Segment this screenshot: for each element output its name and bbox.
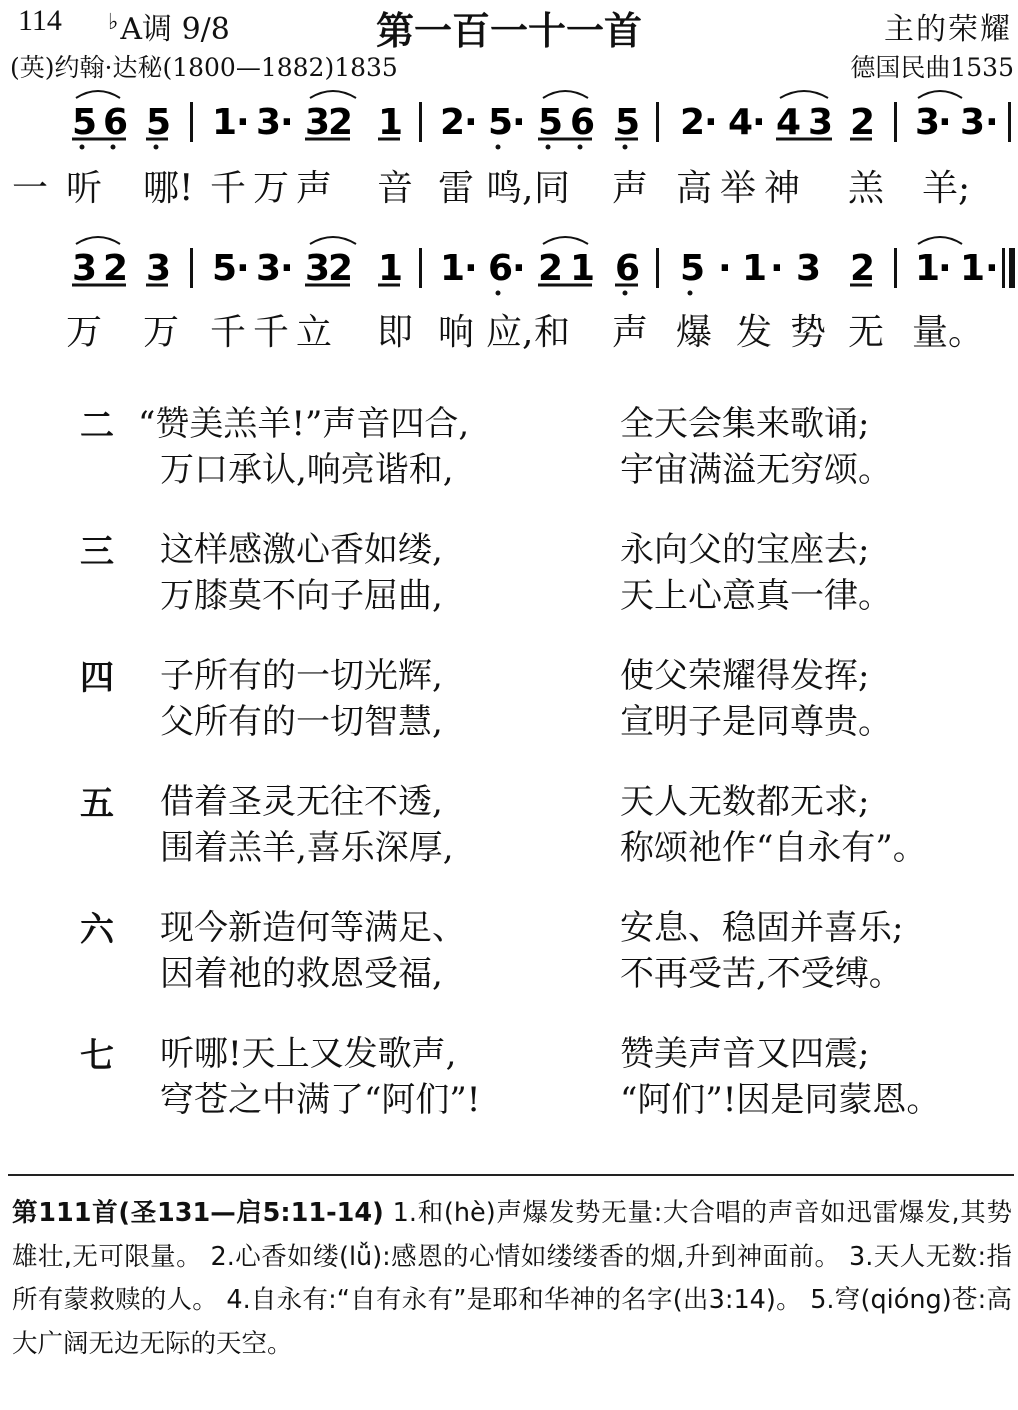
score-line-2 <box>0 230 1018 300</box>
svg-text:2: 2 <box>850 248 876 289</box>
svg-text:6: 6 <box>615 248 641 289</box>
svg-text:1: 1 <box>742 248 768 289</box>
svg-text:3: 3 <box>72 248 98 289</box>
svg-text:3: 3 <box>808 102 834 143</box>
lyric-syllable: 听 <box>66 168 103 209</box>
verse-line-right: 天人无数都无求; <box>620 782 870 822</box>
footnote-heading: 第111首(圣131—启5:11-14) <box>12 1198 384 1228</box>
verse-number: 六 <box>80 910 114 950</box>
svg-text:·: · <box>236 102 250 143</box>
svg-text:3: 3 <box>960 102 986 143</box>
hymn-subtitle: 主的荣耀 <box>884 12 1012 47</box>
verse-line-right: 安息、稳固并喜乐; <box>620 908 904 948</box>
verse-number: 二 <box>80 406 114 446</box>
svg-text:5: 5 <box>488 102 514 143</box>
svg-text:5: 5 <box>538 102 564 143</box>
lyric-syllable: 羊; <box>922 168 971 209</box>
svg-text:5: 5 <box>212 248 238 289</box>
verse-line-right: 宣明子是同尊贵。 <box>620 702 892 742</box>
svg-text:·: · <box>985 248 999 289</box>
lyrics-line-2 <box>0 304 1018 353</box>
svg-text:·: · <box>280 248 294 289</box>
svg-text:·: · <box>718 248 732 289</box>
svg-text:2: 2 <box>680 102 706 143</box>
svg-text:6: 6 <box>488 248 514 289</box>
score-line-1 <box>0 84 1018 154</box>
lyric-syllable: 同 <box>534 168 571 209</box>
svg-text:1: 1 <box>378 102 404 143</box>
svg-text:2: 2 <box>103 248 129 289</box>
lyric-syllable: 爆 <box>676 312 713 353</box>
svg-text:4: 4 <box>728 102 754 143</box>
verse-line-left: 穹苍之中满了“阿们”! <box>160 1080 481 1120</box>
hymn-author: (英)约翰·达秘(1800—1882)1835 <box>10 53 398 82</box>
svg-text:5: 5 <box>680 248 706 289</box>
verse-number: 三 <box>80 532 114 572</box>
hymn-tune: 德国民曲1535 <box>850 53 1014 82</box>
verse-line-left: 围着羔羊,喜乐深厚, <box>160 828 454 868</box>
lyric-syllable: 千 <box>253 312 290 353</box>
lyric-syllable: 鸣, <box>486 168 534 209</box>
lyric-syllable: 势 <box>790 312 827 353</box>
verse-line-right: 称颂祂作“自永有”。 <box>620 828 927 868</box>
lyric-syllable: 音 <box>377 168 414 209</box>
verse-number: 五 <box>80 784 114 824</box>
footnote-text: 1.和(hè)声爆发势无量:大合唱的声音如迅雷爆发,其势雄壮,无可限量。 2.心香如缕(lǚ):感恩的心情如缕缕香的烟,升到神面前。 3.天人无数:指所有蒙救赎的人。 4.自永有:“自有永有”是耶和华神的名字(出3:14)。 5.穹(qióng)苍:高大广阔无边无际的天空。 <box>12 1198 1012 1359</box>
verse-line-right: 不再受苦,不受缚。 <box>620 954 903 994</box>
lyric-syllable: 和 <box>534 312 571 353</box>
svg-text:2: 2 <box>328 248 354 289</box>
lyric-syllable: 举 <box>720 168 757 209</box>
svg-text:·: · <box>280 102 294 143</box>
svg-text:1: 1 <box>960 248 986 289</box>
svg-text:6: 6 <box>570 102 596 143</box>
verse-line-left: 万膝莫不向子屈曲, <box>160 576 443 616</box>
verse-line-left: 因着祂的救恩受福, <box>160 954 443 994</box>
lyric-syllable: 千 <box>210 168 247 209</box>
verse-line-right: 赞美声音又四震; <box>620 1034 870 1074</box>
key-time-text: A调 9/8 <box>120 12 230 47</box>
svg-text:3: 3 <box>796 248 822 289</box>
svg-text:3: 3 <box>305 248 331 289</box>
svg-text:6: 6 <box>103 102 129 143</box>
verse-line-right: 宇宙满溢无穷颂。 <box>620 450 892 490</box>
svg-text:4: 4 <box>776 102 802 143</box>
svg-text:·: · <box>236 248 250 289</box>
flat-sign: ♭ <box>108 10 119 35</box>
verse-line-left: 子所有的一切光辉, <box>160 656 443 696</box>
svg-text:·: · <box>464 248 478 289</box>
svg-text:5: 5 <box>146 102 172 143</box>
lyric-syllable: 高 <box>676 168 713 209</box>
lyric-syllable: 应, <box>486 312 534 353</box>
svg-text:3: 3 <box>305 102 331 143</box>
svg-text:·: · <box>704 102 718 143</box>
svg-text:·: · <box>752 102 766 143</box>
svg-text:2: 2 <box>328 102 354 143</box>
verse-line-left: “赞美羔羊!”声音四合, <box>138 404 470 444</box>
footnote <box>12 1192 1012 1366</box>
lyric-syllable: 声 <box>612 312 649 353</box>
verse-line-right: 永向父的宝座去; <box>620 530 870 570</box>
lyric-syllable: 即 <box>377 312 414 353</box>
verse-line-right: 全天会集来歌诵; <box>620 404 870 444</box>
verse-line-left: 这样感激心香如缕, <box>160 530 443 570</box>
lyric-syllable: 立 <box>296 312 333 353</box>
svg-text:·: · <box>770 248 784 289</box>
hymn-number: 114 <box>18 4 62 37</box>
svg-text:1: 1 <box>378 248 404 289</box>
verse-number: 四 <box>80 658 114 698</box>
lyrics-line-1 <box>0 160 1018 209</box>
svg-text:3: 3 <box>146 248 172 289</box>
svg-text:5: 5 <box>615 102 641 143</box>
lyric-syllable: 声 <box>612 168 649 209</box>
svg-text:5: 5 <box>72 102 98 143</box>
verse-line-right: 天上心意真一律。 <box>620 576 892 616</box>
verse-line-right: 使父荣耀得发挥; <box>620 656 870 696</box>
svg-text:·: · <box>985 102 999 143</box>
verse-line-left: 听哪!天上又发歌声, <box>160 1034 457 1074</box>
lyric-syllable: 声 <box>296 168 333 209</box>
lyric-syllable: 响 <box>438 312 475 353</box>
verse-line-left: 万口承认,响亮谐和, <box>160 450 454 490</box>
svg-text:1: 1 <box>212 102 238 143</box>
verse-line-right: “阿们”!因是同蒙恩。 <box>620 1080 941 1120</box>
svg-text:·: · <box>512 248 526 289</box>
svg-text:·: · <box>464 102 478 143</box>
svg-text:·: · <box>938 248 952 289</box>
verse-line-left: 借着圣灵无往不透, <box>160 782 443 822</box>
lyric-syllable: 哪! <box>143 168 194 209</box>
lyric-syllable: 雷 <box>438 168 475 209</box>
lyric-syllable: 羔 <box>848 168 885 209</box>
lyric-syllable: 万 <box>143 312 180 353</box>
divider <box>8 1174 1014 1176</box>
svg-text:1: 1 <box>915 248 941 289</box>
verse-line-left: 现今新造何等满足、 <box>160 908 466 948</box>
svg-text:2: 2 <box>538 248 564 289</box>
svg-text:·: · <box>512 102 526 143</box>
svg-text:3: 3 <box>256 102 282 143</box>
lyric-syllable: 发 <box>736 312 773 353</box>
lyric-syllable: 千 <box>210 312 247 353</box>
lyric-syllable: 万 <box>66 312 103 353</box>
svg-text:3: 3 <box>915 102 941 143</box>
lyric-syllable: 一 <box>12 168 49 209</box>
svg-text:1: 1 <box>440 248 466 289</box>
svg-text:·: · <box>938 102 952 143</box>
svg-text:1: 1 <box>570 248 596 289</box>
lyric-syllable: 量。 <box>912 312 985 353</box>
verse-number: 七 <box>80 1036 114 1076</box>
lyric-syllable: 无 <box>848 312 885 353</box>
svg-text:2: 2 <box>440 102 466 143</box>
svg-text:2: 2 <box>850 102 876 143</box>
verse-line-left: 父所有的一切智慧, <box>160 702 443 742</box>
lyric-syllable: 万 <box>253 168 290 209</box>
svg-text:3: 3 <box>256 248 282 289</box>
lyric-syllable: 神 <box>764 168 801 209</box>
hymn-title: 第一百一十一首 <box>375 9 642 53</box>
